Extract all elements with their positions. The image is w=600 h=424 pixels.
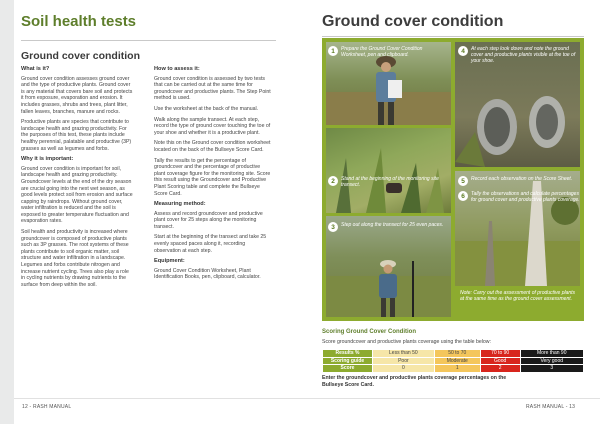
- step-1-number: 1: [328, 46, 338, 56]
- step-1-text: Prepare the Ground Cover Condition Worksheet, pen and clipboard.: [341, 46, 423, 58]
- score-cell-4: 3: [520, 365, 583, 373]
- score-cell-2: 1: [434, 365, 480, 373]
- right-footer-divider: [300, 398, 600, 399]
- section-title: Ground cover condition: [21, 50, 141, 62]
- equipment-heading: Equipment:: [154, 258, 185, 265]
- step-5-label: [458, 176, 580, 186]
- how-heading: How to assess it:: [154, 66, 200, 72]
- guide-cell-2: Moderate: [434, 357, 480, 365]
- guide-cell-1: Poor: [373, 357, 435, 365]
- step-3-number: 3: [328, 222, 338, 232]
- results-cell-1: Less than 50: [373, 350, 435, 358]
- guide-label: Scoring guide: [323, 357, 373, 365]
- results-cell-4: More than 90: [520, 350, 583, 358]
- why-paragraph-1: Ground cover condition is important for soil, landscape health and grazing productivity. Groundcover levels at the end of the dry season are crucial going into the next wet season, as good levels protect soil from erosion and surface capping by raindrops. Without ground cover, water infiltration is reduced and the soil is exposed to greater temperature fluctuation and evaporation rates.: [21, 165, 133, 225]
- scoring-footnote: Enter the groundcover and productive plants coverage percentages on the Bullseye Score Card.: [322, 375, 507, 388]
- how-paragraph-5: Tally the results to get the percentage of groundcover and the percentage of productive plant coverage figure for the monitoring site. Score this result using the Groundcover and Productive Plant Scoring table and complete the Bullseye Score Card.: [154, 157, 271, 197]
- photo-step-2: [326, 128, 451, 213]
- step-4-text: At each step look down and note the ground cover and productive plants visible at the toe of your shoe.: [471, 46, 576, 64]
- step-2-text: Stand at the beginning of the monitoring site transect.: [341, 176, 439, 188]
- step-6-number: 6: [458, 191, 468, 201]
- scoring-title: Scoring Ground Cover Condition: [322, 329, 416, 335]
- step-6-label: [458, 191, 580, 203]
- page-footer-right: RASH MANUAL - 13: [526, 404, 576, 410]
- title-divider: [21, 40, 276, 41]
- what-paragraph-2: Productive plants are species that contribute to landscape health and grazing productivity. For the purposes of this test, these plants include healthy perennial, palatable and productive (3P) grasses as well as legumes and forbs.: [21, 119, 132, 152]
- what-paragraph-1: Ground cover condition assesses ground cover and the type of productive plants. Ground cover is any material that covers bare soil and protects it from exposure, evaporation and erosion. It includes grasses, shrubs and trees, plant litter, fallen leaves, branches, manure and rocks.: [21, 75, 133, 115]
- step-4-label: [458, 46, 580, 64]
- photo-2-illustration: [326, 128, 451, 213]
- right-column: [154, 66, 272, 285]
- measure-paragraph-2: Start at the beginning of the transect and take 25 evenly spaced paces along it, recording observation at each step.: [154, 234, 267, 254]
- why-paragraph-2: Soil health and productivity is increased where groundcover is composed of productive plants such as 3P grasses. The root systems of these plants contribute to soil organic matter, soil structure and water infiltration in a landscape. Legumes and forbs contribute nitrogen and increase nutrient cycling. Trees also play a role in cycling nutrients by drawing nutrients to the surface from deep within the soil.: [21, 229, 129, 288]
- how-paragraph-3: Walk along the sample transect. At each step, record the type of ground cover touching the toe of your shoe and whether it is a productive plant.: [154, 116, 271, 136]
- step-3-label: [328, 222, 446, 232]
- table-row-results: [323, 350, 584, 358]
- scoring-description: Score groundcover and productive plants coverage using the table below:: [322, 339, 491, 345]
- photo-grid: [322, 38, 584, 321]
- scoring-table: [322, 349, 584, 373]
- photo-step-5-6: [455, 171, 580, 286]
- table-row-score: [323, 365, 584, 373]
- score-cell-1: 0: [373, 365, 435, 373]
- step-4-number: 4: [458, 46, 468, 56]
- score-cell-3: 2: [480, 365, 520, 373]
- step-5-number: 5: [458, 176, 468, 186]
- step-2-label: [328, 176, 446, 188]
- page-footer-left: 12 - RASH MANUAL: [22, 404, 72, 410]
- guide-cell-4: Very good: [520, 357, 583, 365]
- how-paragraph-4: Note this on the Ground cover condition worksheet located on the back of the Bullseye Score Card.: [154, 140, 271, 153]
- left-column: [21, 66, 133, 292]
- right-page-title: Ground cover condition: [322, 13, 504, 30]
- step-1-label: [328, 46, 446, 58]
- how-paragraph-2: Use the worksheet at the back of the manual.: [154, 105, 259, 112]
- step-3-text: Step out along the transect for 25 even paces.: [341, 222, 444, 228]
- photo-5-illustration: [455, 171, 580, 286]
- right-title-divider: [322, 36, 584, 37]
- step-6-text: Tally the observations and calculate percentages for ground cover and productive plants coverage.: [471, 191, 580, 203]
- what-heading: What is it?: [21, 66, 50, 72]
- results-cell-2: 50 to 70: [434, 350, 480, 358]
- results-label: Results %: [323, 350, 373, 358]
- step-2-number: 2: [328, 176, 338, 186]
- results-cell-3: 70 to 90: [480, 350, 520, 358]
- step-5-text: Record each observation on the Score Sheet.: [471, 176, 573, 182]
- guide-cell-3: Good: [480, 357, 520, 365]
- how-paragraph-1: Ground cover condition is assessed by two tests that can be carried out at the same time for groundcover and productive plants. The Step Point method is used.: [154, 75, 271, 102]
- score-label: Score: [323, 365, 373, 373]
- measure-paragraph-1: Assess and record groundcover and productive plant cover for 25 steps along the monitoring transect.: [154, 210, 263, 230]
- assessment-note: Note: Carry out the assessment of productive plants at the same time as the ground cover assessment.: [460, 290, 576, 302]
- page-title: Soil health tests: [21, 13, 137, 30]
- measure-heading: Measuring method:: [154, 201, 206, 208]
- table-row-guide: [323, 357, 584, 365]
- footer-divider: [14, 398, 300, 399]
- why-heading: Why it is important:: [21, 156, 74, 163]
- equipment-paragraph: Ground Cover Condition Worksheet, Plant Identification Books, pen, clipboard, calculator.: [154, 267, 261, 281]
- left-margin-bar: [0, 0, 14, 424]
